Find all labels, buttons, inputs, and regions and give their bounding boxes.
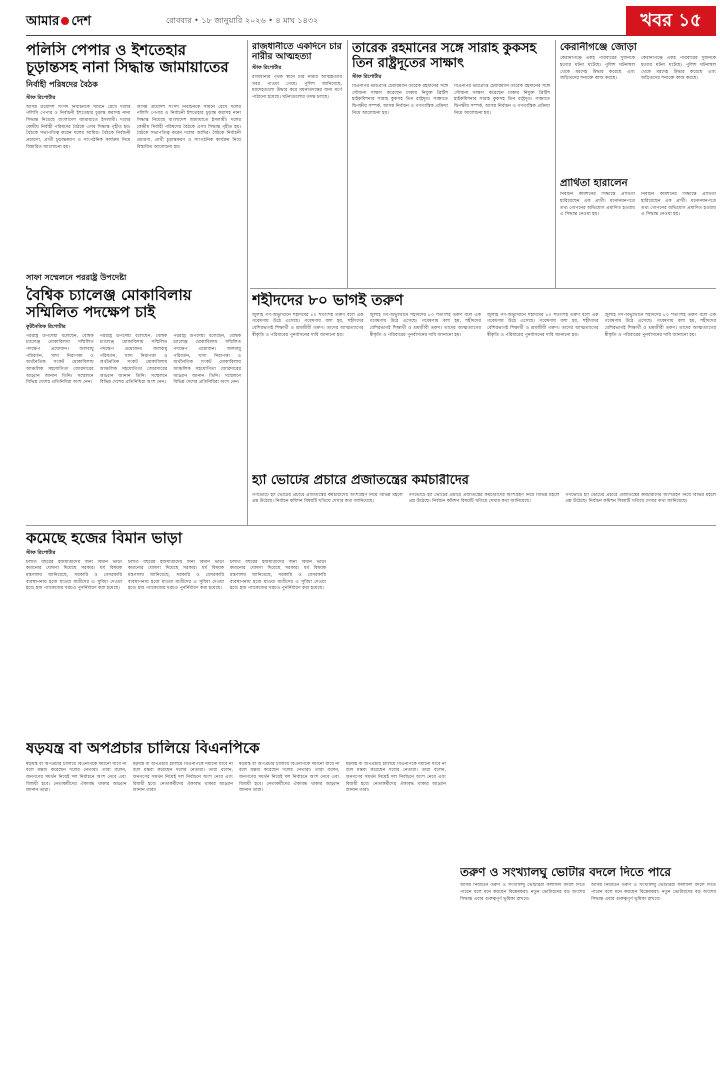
- column-rule: [247, 40, 248, 525]
- article-body: জুলাই গণ-অভ্যুত্থানে শহীদদের ৮০ শতাংশই তরুণ বলে এক গবেষণায় উঠে এসেছে। গবেষণায় বলা হয়, শহীদদের বেশিরভাগই শিক্ষার্থী ও শ্রমজীবী তরুণ। তাদের আত্মত্যাগের স্বীকৃতি ও পরিবারের পুনর্বাসনের দাবি জানানো হয়।: [252, 312, 364, 338]
- headline: পলিসি পেপার ও ইশতেহার চূড়ান্তসহ নানা সিদ্ধান্ত জামায়াতের: [26, 42, 229, 76]
- article-body: গণভোটে হ্যাঁ ভোটের প্রচারে প্রজাতন্ত্রের কর্মচারীদের অংশগ্রহণ নিয়ে বিভিন্ন মহলে প্রশ্ন উঠেছে। নির্বাচন কমিশন বিষয়টি খতিয়ে দেখার কথা জানিয়েছে।: [408, 492, 560, 505]
- article-young-voters: [460, 866, 716, 1076]
- article-body: চলতি বছরের হজযাত্রীদের জন্য বিমান ভাড়া কমানোর ঘোষণা দিয়েছে সরকার। ধর্ম বিষয়ক মন্ত্রণালয় জানিয়েছে, সরকারি ও বেসরকারি ব্যবস্থাপনায় হজে যাওয়া যাত্রীদের এ সুবিধা দেওয়া হবে। হজ প্যাকেজের খরচও পুনর্নির্ধারণ করা হয়েছে।: [26, 559, 122, 592]
- article-body: জুলাই গণ-অভ্যুত্থানে শহীদদের ৮০ শতাংশই তরুণ বলে এক গবেষণায় উঠে এসেছে। গবেষণায় বলা হয়, শহীদদের বেশিরভাগই শিক্ষার্থী ও শ্রমজীবী তরুণ। তাদের আত্মত্যাগের স্বীকৃতি ও পরিবারের পুনর্বাসনের দাবি জানানো হয়।: [369, 312, 481, 338]
- article-candidacy: [560, 178, 716, 283]
- headline: বৈশ্বিক চ্যালেঞ্জ মোকাবিলায় সম্মিলিত পদক্ষেপ চাই: [26, 286, 192, 321]
- headline: কমেছে হজের বিমান ভাড়া: [26, 530, 183, 547]
- article-body: রাজধানীর পৃথক স্থানে চার নারীর আত্মহত্যার খবর পাওয়া গেছে। পুলিশ জানিয়েছে, মরদেহগুলো উদ্ধার করে ময়নাতদন্তের জন্য মর্গে পাঠানো হয়েছে। ঘটনাগুলোর তদন্ত চলছে।: [252, 75, 342, 101]
- article-body: ষড়যন্ত্র বা অপপ্রচার চালিয়ে বিএনপিকে দমানো যাবে না বলে মন্তব্য করেছেন দলের নেতারা। তারা বলেন, জনগণের সমর্থন নিয়েই দল নির্বাচনে অংশ নেবে এবং বিজয়ী হবে। নেতাকর্মীদের ঐক্যবদ্ধ থাকার আহ্বান জানান তারা।: [345, 761, 446, 794]
- article-body: ষড়যন্ত্র বা অপপ্রচার চালিয়ে বিএনপিকে দমানো যাবে না বলে মন্তব্য করেছেন দলের নেতারা। তারা বলেন, জনগণের সমর্থন নিয়েই দল নির্বাচনে অংশ নেবে এবং বিজয়ী হবে। নেতাকর্মীদের ঐক্যবদ্ধ থাকার আহ্বান জানান তারা।: [239, 761, 340, 794]
- article-hajj-fare: [26, 530, 326, 700]
- article-body: চলতি বছরের হজযাত্রীদের জন্য বিমান ভাড়া কমানোর ঘোষণা দিয়েছে সরকার। ধর্ম বিষয়ক মন্ত্রণালয় জানিয়েছে, সরকারি ও বেসরকারি ব্যবস্থাপনায় হজে যাওয়া যাত্রীদের এ সুবিধা দেওয়া হবে। হজ প্যাকেজের খরচও পুনর্নির্ধারণ করা হয়েছে।: [128, 559, 224, 592]
- headline: ষড়যন্ত্র বা অপপ্রচার চালিয়ে বিএনপিকে: [26, 740, 260, 757]
- article-tarique: [352, 42, 550, 282]
- article-body: জুলাই গণ-অভ্যুত্থানে শহীদদের ৮০ শতাংশই তরুণ বলে এক গবেষণায় উঠে এসেছে। গবেষণায় বলা হয়, শহীদদের বেশিরভাগই শিক্ষার্থী ও শ্রমজীবী তরুণ। তাদের আত্মত্যাগের স্বীকৃতি ও পরিবারের পুনর্বাসনের দাবি জানানো হয়।: [487, 312, 599, 338]
- column-rule: [555, 40, 556, 288]
- logo-dot-icon: [61, 17, 69, 25]
- article-body: আসন্ন ত্রয়োদশ সংসদ নির্বাচনকে সামনে রেখে দলের পলিসি পেপার ও নির্বাচনী ইশতেহার চূড়ান্ত করাসহ নানা সিদ্ধান্ত নিয়েছে বাংলাদেশ জামায়াতে ইসলামী। দলের কেন্দ্রীয় নির্বাহী পরিষদের বৈঠকে এসব সিদ্ধান্ত গৃহীত হয়। বৈঠকে সভাপতিত্ব করেন দলের আমির। বৈঠকে নির্বাচনী প্রচারণা, প্রার্থী চূড়ান্তকরণ ও সাংগঠনিক কার্যক্রম নিয়ে বিস্তারিত আলোচনা হয়।: [26, 104, 131, 150]
- column-rule: [347, 40, 348, 288]
- byline: কূটনৈতিক রিপোর্টার: [26, 323, 66, 330]
- article-body: চলতি বছরের হজযাত্রীদের জন্য বিমান ভাড়া কমানোর ঘোষণা দিয়েছে সরকার। ধর্ম বিষয়ক মন্ত্রণালয় জানিয়েছে, সরকারি ও বেসরকারি ব্যবস্থাপনায় হজে যাওয়া যাত্রীদের এ সুবিধা দেওয়া হবে। হজ প্যাকেজের খরচও পুনর্নির্ধারণ করা হয়েছে।: [230, 559, 326, 592]
- article-martyrs: [252, 292, 716, 472]
- article-body: ষড়যন্ত্র বা অপপ্রচার চালিয়ে বিএনপিকে দমানো যাবে না বলে মন্তব্য করেছেন দলের নেতারা। তারা বলেন, জনগণের সমর্থন নিয়েই দল নির্বাচনে অংশ নেবে এবং বিজয়ী হবে। নেতাকর্মীদের ঐক্যবদ্ধ থাকার আহ্বান জানান তারা।: [26, 761, 127, 794]
- article-body: গণভোটে হ্যাঁ ভোটের প্রচারে প্রজাতন্ত্রের কর্মচারীদের অংশগ্রহণ নিয়ে বিভিন্ন মহলে প্রশ্ন উঠেছে। নির্বাচন কমিশন বিষয়টি খতিয়ে দেখার কথা জানিয়েছে।: [565, 492, 716, 505]
- article-suicide: [252, 42, 342, 282]
- headline: কেরানীগঞ্জে জোড়া: [560, 42, 637, 53]
- headline: শহীদদের ৮০ ভাগই তরুণ: [252, 292, 404, 309]
- article-body: বিএনপির ভারপ্রাপ্ত চেয়ারম্যান তারেক রহমানের সঙ্গে সৌজন্য সাক্ষাৎ করেছেন ঢাকায় নিযুক্ত ব্রিটিশ হাইকমিশনার সারাহ কুকসহ তিন রাষ্ট্রদূত। সাক্ষাতে দ্বিপক্ষীয় সম্পর্ক, আসন্ন নির্বাচন ও গণতান্ত্রিক প্রক্রিয়া নিয়ে আলোচনা হয়।: [352, 84, 448, 116]
- headline: তারেক রহমানের সঙ্গে সারাহ কুকসহ তিন রাষ্ট্রদূতের সাক্ষাৎ: [352, 42, 537, 71]
- article-body: আসন্ন ত্রয়োদশ সংসদ নির্বাচনকে সামনে রেখে দলের পলিসি পেপার ও নির্বাচনী ইশতেহার চূড়ান্ত করাসহ নানা সিদ্ধান্ত নিয়েছে বাংলাদেশ জামায়াতে ইসলামী। দলের কেন্দ্রীয় নির্বাহী পরিষদের বৈঠকে এসব সিদ্ধান্ত গৃহীত হয়। বৈঠকে সভাপতিত্ব করেন দলের আমির। বৈঠকে নির্বাচনী প্রচারণা, প্রার্থী চূড়ান্তকরণ ও সাংগঠনিক কার্যক্রম নিয়ে বিস্তারিত আলোচনা হয়।: [136, 104, 241, 150]
- article-body: আসন্ন নির্বাচনে তরুণ ও সংখ্যালঘু ভোটাররা ফলাফল বদলে দিতে পারেন বলে মনে করছেন বিশ্লেষকরা। নতুন ভোটারদের বড় অংশের সিদ্ধান্ত এবার গুরুত্বপূর্ণ ভূমিকা রাখবে।: [460, 883, 585, 902]
- headline: হ্যাঁ ভোটের প্রচারে প্রজাতন্ত্রের কর্মচারীদের: [252, 474, 469, 488]
- row-rule: [250, 288, 716, 289]
- article-jamaat: [26, 42, 241, 242]
- article-body: গণভোটে হ্যাঁ ভোটের প্রচারে প্রজাতন্ত্রের কর্মচারীদের অংশগ্রহণ নিয়ে বিভিন্ন মহলে প্রশ্ন উঠেছে। নির্বাচন কমিশন বিষয়টি খতিয়ে দেখার কথা জানিয়েছে।: [252, 492, 403, 505]
- article-body: বিএনপির ভারপ্রাপ্ত চেয়ারম্যান তারেক রহমানের সঙ্গে সৌজন্য সাক্ষাৎ করেছেন ঢাকায় নিযুক্ত ব্রিটিশ হাইকমিশনার সারাহ কুকসহ তিন রাষ্ট্রদূত। সাক্ষাতে দ্বিপক্ষীয় সম্পর্ক, আসন্ন নির্বাচন ও গণতান্ত্রিক প্রক্রিয়া নিয়ে আলোচনা হয়।: [454, 84, 550, 116]
- kicker: সাফা সম্মেলনে পররাষ্ট্র উপদেষ্টা: [26, 273, 127, 282]
- article-global-challenge: [26, 272, 241, 522]
- article-body: নির্বাচন কমিশনের সিদ্ধান্তে প্রার্থিতা হারিয়েছেন এক প্রার্থী। মনোনয়নপত্রে তথ্য গোপনের অভিযোগ প্রমাণিত হওয়ায় এ সিদ্ধান্ত নেওয়া হয়।: [641, 192, 716, 218]
- article-body: পররাষ্ট্র উপদেষ্টা বলেছেন, বৈশ্বিক চ্যালেঞ্জ মোকাবিলায় সম্মিলিত পদক্ষেপ প্রয়োজন। জলবায়ু পরিবর্তন, খাদ্য নিরাপত্তা ও অর্থনৈতিক সংকট মোকাবিলায় আঞ্চলিক সহযোগিতা জোরদারের আহ্বান জানান তিনি। সম্মেলনে বিভিন্ন দেশের প্রতিনিধিরা অংশ নেন।: [99, 333, 168, 386]
- masthead: আমার দেশ: [26, 14, 92, 29]
- headline: তরুণ ও সংখ্যালঘু ভোটার বদলে দিতে পারে: [460, 866, 671, 879]
- article-body: কেরানীগঞ্জে একই পরিবারের দুজনকে হত্যার ঘটনা ঘটেছে। পুলিশ ঘটনাস্থল থেকে মরদেহ উদ্ধার করেছে এবং জড়িতদের শনাক্তে কাজ করছে।: [641, 56, 716, 82]
- byline: স্টাফ রিপোর্টার: [26, 549, 56, 556]
- headline: রাজধানীতে একদিনে চার নারীর আত্মহত্যা: [252, 42, 342, 63]
- article-body: আসন্ন নির্বাচনে তরুণ ও সংখ্যালঘু ভোটাররা ফলাফল বদলে দিতে পারেন বলে মনে করছেন বিশ্লেষকরা। নতুন ভোটারদের বড় অংশের সিদ্ধান্ত এবার গুরুত্বপূর্ণ ভূমিকা রাখবে।: [591, 883, 716, 902]
- article-body: ষড়যন্ত্র বা অপপ্রচার চালিয়ে বিএনপিকে দমানো যাবে না বলে মন্তব্য করেছেন দলের নেতারা। তারা বলেন, জনগণের সমর্থন নিয়েই দল নির্বাচনে অংশ নেবে এবং বিজয়ী হবে। নেতাকর্মীদের ঐক্যবদ্ধ থাকার আহ্বান জানান তারা।: [132, 761, 233, 794]
- article-body: পররাষ্ট্র উপদেষ্টা বলেছেন, বৈশ্বিক চ্যালেঞ্জ মোকাবিলায় সম্মিলিত পদক্ষেপ প্রয়োজন। জলবায়ু পরিবর্তন, খাদ্য নিরাপত্তা ও অর্থনৈতিক সংকট মোকাবিলায় আঞ্চলিক সহযোগিতা জোরদারের আহ্বান জানান তিনি। সম্মেলনে বিভিন্ন দেশের প্রতিনিধিরা অংশ নেন।: [173, 333, 241, 386]
- article-body: পররাষ্ট্র উপদেষ্টা বলেছেন, বৈশ্বিক চ্যালেঞ্জ মোকাবিলায় সম্মিলিত পদক্ষেপ প্রয়োজন। জলবায়ু পরিবর্তন, খাদ্য নিরাপত্তা ও অর্থনৈতিক সংকট মোকাবিলায় আঞ্চলিক সহযোগিতা জোরদারের আহ্বান জানান তিনি। সম্মেলনে বিভিন্ন দেশের প্রতিনিধিরা অংশ নেন।: [26, 333, 94, 386]
- issue-date: রোববার • ১৮ জানুয়ারি ২০২৬ • ৪ মাঘ ১৪৩২: [166, 16, 319, 25]
- subheadline: নির্বাহী পরিষদের বৈঠক: [26, 79, 98, 89]
- article-keraniganj: [560, 42, 716, 172]
- headline: প্রার্থিতা হারালেন: [560, 178, 628, 189]
- byline: স্টাফ রিপোর্টার: [26, 94, 56, 101]
- page-header: [26, 6, 716, 36]
- article-body: কেরানীগঞ্জে একই পরিবারের দুজনকে হত্যার ঘটনা ঘটেছে। পুলিশ ঘটনাস্থল থেকে মরদেহ উদ্ধার করেছে এবং জড়িতদের শনাক্তে কাজ করছে।: [560, 56, 635, 82]
- article-body: নির্বাচন কমিশনের সিদ্ধান্তে প্রার্থিতা হারিয়েছেন এক প্রার্থী। মনোনয়নপত্রে তথ্য গোপনের অভিযোগ প্রমাণিত হওয়ায় এ সিদ্ধান্ত নেওয়া হয়।: [560, 192, 635, 218]
- byline: স্টাফ রিপোর্টার: [252, 65, 282, 72]
- article-body: জুলাই গণ-অভ্যুত্থানে শহীদদের ৮০ শতাংশই তরুণ বলে এক গবেষণায় উঠে এসেছে। গবেষণায় বলা হয়, শহীদদের বেশিরভাগই শিক্ষার্থী ও শ্রমজীবী তরুণ। তাদের আত্মত্যাগের স্বীকৃতি ও পরিবারের পুনর্বাসনের দাবি জানানো হয়।: [604, 312, 716, 338]
- section-label: খবর ১৫: [626, 6, 716, 36]
- article-bnp: [26, 740, 446, 1075]
- byline: স্টাফ রিপোর্টার: [352, 74, 382, 81]
